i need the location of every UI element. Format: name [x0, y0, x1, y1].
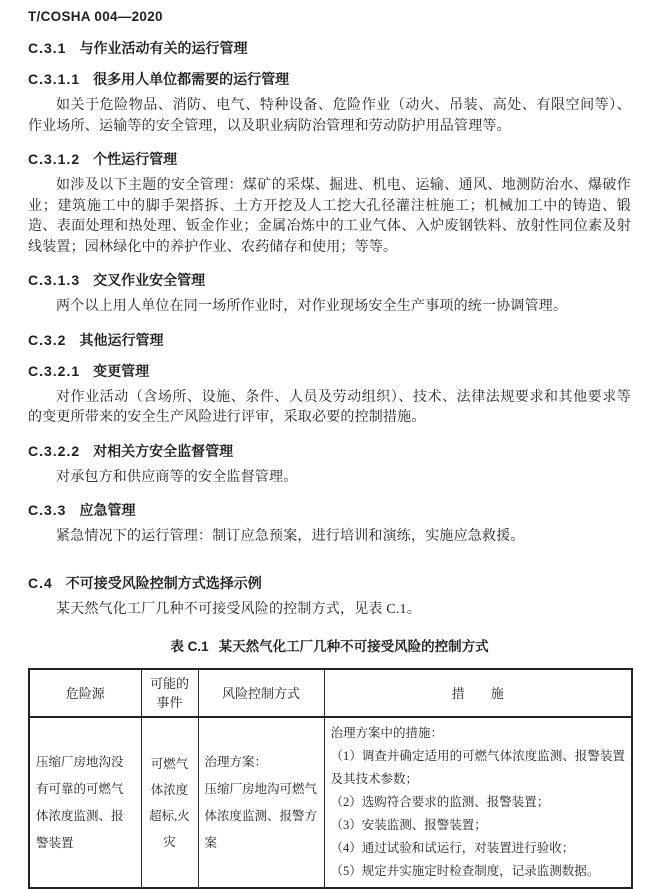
- paragraph: 如涉及以下主题的安全管理：煤矿的采煤、掘进、机电、运输、通风、地测防治水、爆破作业；建筑施工中的脚手架搭拆、土方开挖及人工挖大孔径灌注桩施工；机械加工中的铸造、锻造、表面处理和热处理、钣金作业；金属冶炼中的工业气体、入炉废钢铁料、放射性同位素及射线装置；园林绿化中的养护作业、农药储存和使用；等等。: [28, 178, 631, 255]
- cell-measures: [324, 717, 632, 888]
- section-title: 其他运行管理: [79, 331, 164, 348]
- section-heading-c312: [28, 150, 631, 168]
- section-title: 应急管理: [79, 502, 136, 518]
- paragraph: 对承包方和供应商等的安全监督管理。: [56, 469, 298, 485]
- section-title: 很多用人单位都需要的运行管理: [93, 71, 290, 87]
- section-title: 交叉作业安全管理: [93, 272, 206, 288]
- doc-number: T/COSHA 004—2020: [28, 9, 163, 24]
- section-title: 变更管理: [93, 362, 150, 379]
- section-heading-c321: [28, 362, 631, 380]
- paragraph: 紧急情况下的运行管理：制订应急预案，进行培训和演练，实施应急救援。: [56, 529, 525, 544]
- col-header-hazard: 危险源: [29, 669, 141, 717]
- section-title: 与作业活动有关的运行管理: [79, 40, 248, 56]
- section-label: C.3.1.3: [28, 272, 81, 288]
- col-header-measure: 措 施: [324, 669, 632, 717]
- table-caption: [28, 638, 631, 656]
- measure-line: （5）规定并实施定时检查制度，记录监测数据。: [330, 864, 600, 878]
- col-header-control: 风险控制方式: [198, 669, 324, 717]
- table-caption-title: 某天然气化工厂几种不可接受风险的控制方式: [218, 639, 489, 654]
- col-header-event: 可能的事件: [141, 669, 198, 717]
- table-caption-label: 表 C.1: [170, 639, 209, 654]
- section-label: C.3.2: [28, 331, 67, 348]
- section-title: 不可接受风险控制方式选择示例: [65, 574, 262, 591]
- section-label: C.3.2.1: [28, 362, 81, 379]
- table-header-row: [29, 669, 632, 717]
- paragraph: 两个以上用人单位在同一场所作业时，对作业现场安全生产事项的统一协调管理。: [56, 299, 568, 314]
- section-label: C.3.1: [28, 40, 67, 56]
- section-label: C.3.3: [28, 502, 67, 518]
- section-heading-c33: [28, 501, 631, 519]
- section-title: 个性运行管理: [93, 151, 178, 167]
- measure-line: （4）通过试验和试运行，对装置进行验收；: [330, 841, 575, 855]
- control-line: 压缩厂房地沟可燃气体浓度监测、报警方案: [204, 781, 318, 850]
- section-heading-c311-parent: [28, 39, 631, 57]
- measure-line: （3）安装监测、报警装置；: [330, 818, 487, 832]
- cell-hazard: 压缩厂房地沟没有可靠的可燃气体浓度监测、报警装置: [29, 717, 141, 888]
- section-heading-c4: [28, 574, 631, 592]
- section-label: C.3.1.1: [28, 71, 81, 87]
- control-line: 治理方案：: [204, 754, 268, 769]
- section-label: C.3.2.2: [28, 442, 81, 459]
- measure-line: 治理方案中的措施：: [330, 726, 444, 740]
- section-heading-c322: [28, 442, 631, 460]
- section-heading-c32: [28, 331, 631, 349]
- section-label: C.3.1.2: [28, 151, 81, 167]
- measure-line: （1）调查并确定适用的可燃气体浓度监测、报警装置及其技术参数；: [330, 749, 625, 786]
- section-heading-c313: [28, 271, 631, 289]
- cell-control: [198, 717, 324, 888]
- risk-control-table: [28, 668, 633, 889]
- cell-event: 可燃气体浓度超标,火灾: [141, 717, 198, 888]
- section-title: 对相关方安全监督管理: [93, 442, 234, 459]
- paragraph: 如关于危险物品、消防、电气、特种设备、危险作业（动火、吊装、高处、有限空间等）、作业场所、运输等的安全管理，以及职业病防治管理和劳动防护用品管理等。: [28, 98, 631, 134]
- section-label: C.4: [28, 574, 53, 591]
- table-row: [29, 717, 632, 888]
- paragraph: 对作业活动（含场所、设施、条件、人员及劳动组织）、技术、法律法规要求和其他要求等的变更所带来的安全生产风险进行评审，采取必要的控制措施。: [28, 389, 631, 425]
- paragraph: 某天然气化工厂几种不可接受风险的控制方式，见表 C.1。: [56, 601, 421, 617]
- section-heading-c311: [28, 70, 631, 88]
- measure-line: （2）选购符合要求的监测、报警装置；: [330, 795, 550, 809]
